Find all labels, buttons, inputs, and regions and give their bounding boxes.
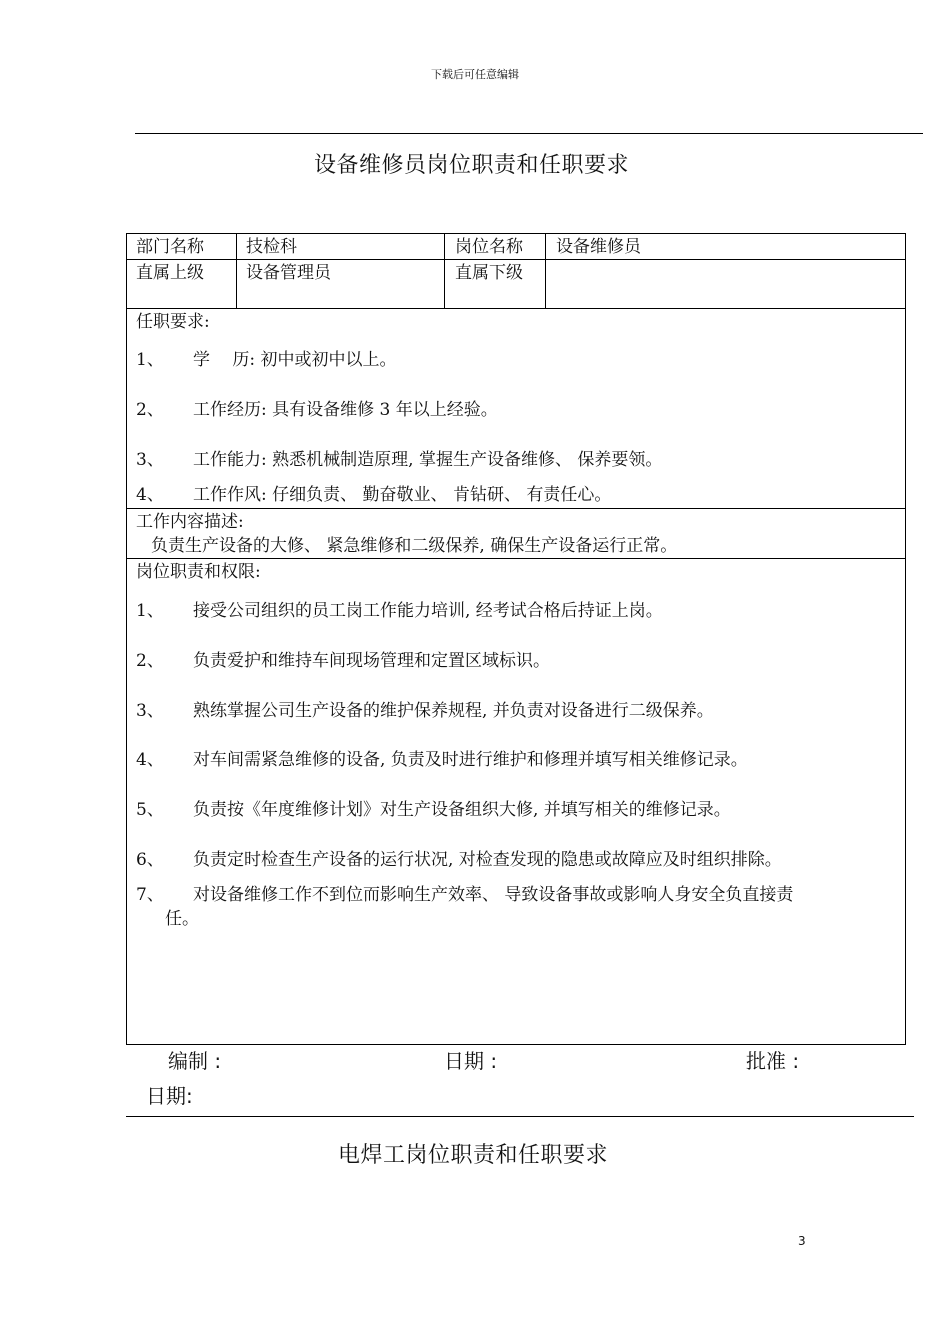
requirement-number: 4、 (136, 485, 164, 505)
dept-value: 技检科 (246, 237, 297, 257)
row-divider (127, 259, 905, 260)
duty-text: 负责定时检查生产设备的运行状况, 对检查发现的隐患或故障应及时组织排除。 (193, 850, 782, 870)
post-value: 设备维修员 (556, 237, 641, 257)
requirement-text: 工作经历: 具有设备维修 3 年以上经验。 (193, 400, 498, 420)
duty-text-continued: 任。 (165, 909, 199, 929)
compiled-by-label: 编制 : (168, 1049, 222, 1073)
row-divider (127, 308, 905, 309)
row-divider (127, 558, 905, 559)
requirement-number: 2、 (136, 400, 164, 420)
description-heading: 工作内容描述: (136, 512, 244, 532)
duty-number: 4、 (136, 750, 164, 770)
subordinate-label: 直属下级 (455, 263, 523, 283)
next-section-title: 电焊工岗位职责和任职要求 (338, 1143, 609, 1168)
duty-number: 2、 (136, 651, 164, 671)
duty-number: 6、 (136, 850, 164, 870)
post-label: 岗位名称 (455, 237, 523, 257)
job-description-table (126, 233, 906, 1045)
requirement-text: 工作作风: 仔细负责、 勤奋敬业、 肯钻研、 有责任心。 (193, 485, 612, 505)
header-note: 下载后可任意编辑 (431, 68, 519, 81)
requirement-number: 3、 (136, 450, 164, 470)
requirement-text: 学 历: 初中或初中以上。 (193, 350, 397, 370)
col-divider (545, 234, 546, 308)
requirement-text: 工作能力: 熟悉机械制造原理, 掌握生产设备维修、 保养要领。 (193, 450, 663, 470)
page-number: 3 (798, 1234, 806, 1248)
duty-number: 3、 (136, 701, 164, 721)
row-divider (127, 508, 905, 509)
duty-number: 1、 (136, 601, 164, 621)
duty-text: 负责按《年度维修计划》对生产设备组织大修, 并填写相关的维修记录。 (193, 800, 731, 820)
dept-label: 部门名称 (136, 237, 204, 257)
requirements-heading: 任职要求: (136, 312, 210, 332)
approved-by-label: 批准 : (746, 1049, 800, 1073)
col-divider (236, 234, 237, 308)
date-label: 日期 : (444, 1049, 498, 1073)
duty-text: 熟练掌握公司生产设备的维护保养规程, 并负责对设备进行二级保养。 (193, 701, 714, 721)
duty-number: 7、 (136, 885, 164, 905)
top-rule (135, 133, 923, 134)
superior-label: 直属上级 (136, 263, 204, 283)
requirement-number: 1、 (136, 350, 164, 370)
approval-date-label: 日期: (146, 1084, 193, 1108)
col-divider (444, 234, 445, 308)
duty-text: 负责爱护和维持车间现场管理和定置区域标识。 (193, 651, 550, 671)
duty-number: 5、 (136, 800, 164, 820)
duty-text: 对设备维修工作不到位而影响生产效率、 导致设备事故或影响人身安全负直接责 (193, 885, 794, 905)
duties-heading: 岗位职责和权限: (136, 562, 261, 582)
superior-value: 设备管理员 (246, 263, 331, 283)
description-text: 负责生产设备的大修、 紧急维修和二级保养, 确保生产设备运行正常。 (151, 536, 678, 556)
page-title: 设备维修员岗位职责和任职要求 (314, 153, 630, 178)
bottom-rule (126, 1116, 914, 1117)
duty-text: 接受公司组织的员工岗工作能力培训, 经考试合格后持证上岗。 (193, 601, 663, 621)
duty-text: 对车间需紧急维修的设备, 负责及时进行维护和修理并填写相关维修记录。 (193, 750, 748, 770)
